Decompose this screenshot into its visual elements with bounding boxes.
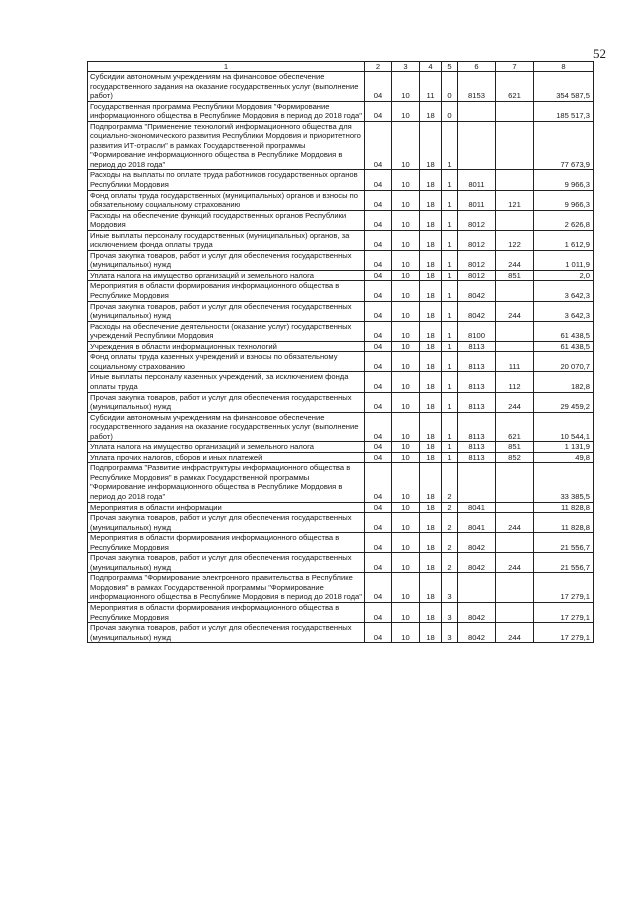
amount-cell: 17 279,1 bbox=[534, 573, 594, 603]
amount-cell: 17 279,1 bbox=[534, 623, 594, 643]
target-code-cell: 8042 bbox=[458, 623, 496, 643]
table-row bbox=[88, 341, 594, 352]
row-name-cell: Иные выплаты персоналу государственных (муниципальных) органов, за исключением фонда оплаты труда bbox=[88, 230, 365, 250]
program-code-cell: 18 bbox=[420, 372, 442, 392]
program-code-cell: 18 bbox=[420, 502, 442, 513]
expense-type-cell: 852 bbox=[496, 452, 534, 463]
table-row bbox=[88, 321, 594, 341]
expense-type-cell bbox=[496, 121, 534, 170]
subsection-code-cell: 10 bbox=[392, 250, 420, 270]
subsection-code-cell: 10 bbox=[392, 121, 420, 170]
subsection-code-cell: 10 bbox=[392, 341, 420, 352]
table-row bbox=[88, 101, 594, 121]
table-row bbox=[88, 270, 594, 281]
table-row bbox=[88, 72, 594, 102]
section-code-cell: 04 bbox=[365, 190, 392, 210]
target-code-cell: 8113 bbox=[458, 392, 496, 412]
section-code-cell: 04 bbox=[365, 301, 392, 321]
program-code-cell: 18 bbox=[420, 623, 442, 643]
program-code-cell: 18 bbox=[420, 281, 442, 301]
program-code-cell: 18 bbox=[420, 250, 442, 270]
subprogram-code-cell: 1 bbox=[442, 452, 458, 463]
expense-type-cell: 244 bbox=[496, 392, 534, 412]
program-code-cell: 18 bbox=[420, 392, 442, 412]
subsection-code-cell: 10 bbox=[392, 170, 420, 190]
subprogram-code-cell: 3 bbox=[442, 623, 458, 643]
subprogram-code-cell: 1 bbox=[442, 190, 458, 210]
subprogram-code-cell: 3 bbox=[442, 573, 458, 603]
subprogram-code-cell: 1 bbox=[442, 352, 458, 372]
target-code-cell: 8042 bbox=[458, 281, 496, 301]
amount-cell: 1 612,9 bbox=[534, 230, 594, 250]
program-code-cell: 18 bbox=[420, 121, 442, 170]
subsection-code-cell: 10 bbox=[392, 301, 420, 321]
amount-cell: 3 642,3 bbox=[534, 301, 594, 321]
row-name-cell: Уплата прочих налогов, сборов и иных платежей bbox=[88, 452, 365, 463]
expense-type-cell: 244 bbox=[496, 513, 534, 533]
table-row bbox=[88, 301, 594, 321]
table-row bbox=[88, 170, 594, 190]
section-code-cell: 04 bbox=[365, 352, 392, 372]
expense-type-cell: 621 bbox=[496, 412, 534, 442]
target-code-cell bbox=[458, 101, 496, 121]
program-code-cell: 18 bbox=[420, 352, 442, 372]
amount-cell: 21 556,7 bbox=[534, 553, 594, 573]
row-name-cell: Прочая закупка товаров, работ и услуг для обеспечения государственных (муниципальных) нужд bbox=[88, 553, 365, 573]
amount-cell: 29 459,2 bbox=[534, 392, 594, 412]
subprogram-code-cell: 2 bbox=[442, 533, 458, 553]
program-code-cell: 18 bbox=[420, 463, 442, 502]
subsection-code-cell: 10 bbox=[392, 210, 420, 230]
target-code-cell: 8113 bbox=[458, 352, 496, 372]
target-code-cell: 8113 bbox=[458, 412, 496, 442]
amount-cell: 49,8 bbox=[534, 452, 594, 463]
table-row bbox=[88, 502, 594, 513]
subprogram-code-cell: 2 bbox=[442, 513, 458, 533]
expense-type-cell bbox=[496, 533, 534, 553]
expense-type-cell bbox=[496, 502, 534, 513]
section-code-cell: 04 bbox=[365, 210, 392, 230]
row-name-cell: Субсидии автономным учреждениям на финансовое обеспечение государственного задания на оказание государственных услуг (выполнение работ) bbox=[88, 72, 365, 102]
section-code-cell: 04 bbox=[365, 442, 392, 453]
row-name-cell: Расходы на обеспечение деятельности (оказание услуг) государственных учреждений Республики Мордовия bbox=[88, 321, 365, 341]
subprogram-code-cell: 1 bbox=[442, 372, 458, 392]
row-name-cell: Подпрограмма "Формирование электронного правительства в Республике Мордовия" в рамках Государственной программы "Формирование информационного общества в Республике Мордовия в период до 2018 года" bbox=[88, 573, 365, 603]
amount-cell: 9 966,3 bbox=[534, 190, 594, 210]
section-code-cell: 04 bbox=[365, 230, 392, 250]
subprogram-code-cell: 1 bbox=[442, 392, 458, 412]
target-code-cell: 8012 bbox=[458, 270, 496, 281]
column-header: 7 bbox=[496, 62, 534, 72]
program-code-cell: 18 bbox=[420, 301, 442, 321]
subsection-code-cell: 10 bbox=[392, 602, 420, 622]
section-code-cell: 04 bbox=[365, 452, 392, 463]
section-code-cell: 04 bbox=[365, 372, 392, 392]
table-row bbox=[88, 533, 594, 553]
amount-cell: 1 131,9 bbox=[534, 442, 594, 453]
subprogram-code-cell: 1 bbox=[442, 281, 458, 301]
target-code-cell: 8041 bbox=[458, 513, 496, 533]
row-name-cell: Прочая закупка товаров, работ и услуг для обеспечения государственных (муниципальных) нужд bbox=[88, 513, 365, 533]
program-code-cell: 18 bbox=[420, 341, 442, 352]
subsection-code-cell: 10 bbox=[392, 553, 420, 573]
amount-cell: 1 011,9 bbox=[534, 250, 594, 270]
subprogram-code-cell: 1 bbox=[442, 442, 458, 453]
section-code-cell: 04 bbox=[365, 121, 392, 170]
row-name-cell: Уплата налога на имущество организаций и земельного налога bbox=[88, 442, 365, 453]
subsection-code-cell: 10 bbox=[392, 101, 420, 121]
subsection-code-cell: 10 bbox=[392, 533, 420, 553]
table-row bbox=[88, 602, 594, 622]
row-name-cell: Уплата налога на имущество организаций и земельного налога bbox=[88, 270, 365, 281]
program-code-cell: 18 bbox=[420, 442, 442, 453]
expense-type-cell: 244 bbox=[496, 250, 534, 270]
section-code-cell: 04 bbox=[365, 463, 392, 502]
row-name-cell: Мероприятия в области информации bbox=[88, 502, 365, 513]
subprogram-code-cell: 1 bbox=[442, 301, 458, 321]
target-code-cell: 8042 bbox=[458, 301, 496, 321]
subsection-code-cell: 10 bbox=[392, 452, 420, 463]
section-code-cell: 04 bbox=[365, 321, 392, 341]
program-code-cell: 18 bbox=[420, 452, 442, 463]
section-code-cell: 04 bbox=[365, 573, 392, 603]
target-code-cell: 8011 bbox=[458, 190, 496, 210]
row-name-cell: Прочая закупка товаров, работ и услуг для обеспечения государственных (муниципальных) нужд bbox=[88, 623, 365, 643]
row-name-cell: Прочая закупка товаров, работ и услуг для обеспечения государственных (муниципальных) нужд bbox=[88, 301, 365, 321]
target-code-cell bbox=[458, 573, 496, 603]
amount-cell: 10 544,1 bbox=[534, 412, 594, 442]
column-header: 1 bbox=[88, 62, 365, 72]
table-row bbox=[88, 230, 594, 250]
section-code-cell: 04 bbox=[365, 72, 392, 102]
subsection-code-cell: 10 bbox=[392, 392, 420, 412]
row-name-cell: Расходы на выплаты по оплате труда работников государственных органов Республики Мордовия bbox=[88, 170, 365, 190]
row-name-cell: Подпрограмма "Применение технологий информационного общества для социально-экономического развития Республики Мордовия и приоритетного развития ИТ-отрасли" в рамках Государственной программы "Формирование информационного общества в Республике Мордовия в период до 2018 года" bbox=[88, 121, 365, 170]
row-name-cell: Учреждения в области информационных технологий bbox=[88, 341, 365, 352]
amount-cell: 61 438,5 bbox=[534, 341, 594, 352]
expense-type-cell bbox=[496, 101, 534, 121]
section-code-cell: 04 bbox=[365, 623, 392, 643]
subsection-code-cell: 10 bbox=[392, 270, 420, 281]
table-row bbox=[88, 553, 594, 573]
row-name-cell: Прочая закупка товаров, работ и услуг для обеспечения государственных (муниципальных) нужд bbox=[88, 250, 365, 270]
expense-type-cell: 121 bbox=[496, 190, 534, 210]
section-code-cell: 04 bbox=[365, 281, 392, 301]
amount-cell: 2 626,8 bbox=[534, 210, 594, 230]
row-name-cell: Мероприятия в области формирования информационного общества в Республике Мордовия bbox=[88, 602, 365, 622]
table-row bbox=[88, 352, 594, 372]
subprogram-code-cell: 2 bbox=[442, 502, 458, 513]
expense-type-cell bbox=[496, 573, 534, 603]
expense-type-cell bbox=[496, 210, 534, 230]
subprogram-code-cell: 1 bbox=[442, 210, 458, 230]
row-name-cell: Иные выплаты персоналу казенных учреждений, за исключением фонда оплаты труда bbox=[88, 372, 365, 392]
row-name-cell: Мероприятия в области формирования информационного общества в Республике Мордовия bbox=[88, 281, 365, 301]
subprogram-code-cell: 2 bbox=[442, 553, 458, 573]
table-row bbox=[88, 392, 594, 412]
column-header: 6 bbox=[458, 62, 496, 72]
row-name-cell: Субсидии автономным учреждениям на финансовое обеспечение государственного задания на оказание государственных услуг (выполнение работ) bbox=[88, 412, 365, 442]
table-row bbox=[88, 452, 594, 463]
section-code-cell: 04 bbox=[365, 533, 392, 553]
subsection-code-cell: 10 bbox=[392, 72, 420, 102]
table-row bbox=[88, 513, 594, 533]
target-code-cell: 8042 bbox=[458, 602, 496, 622]
target-code-cell: 8042 bbox=[458, 533, 496, 553]
row-name-cell: Мероприятия в области формирования информационного общества в Республике Мордовия bbox=[88, 533, 365, 553]
row-name-cell: Государственная программа Республики Мордовия "Формирование информационного общества в Республике Мордовия в период до 2018 года" bbox=[88, 101, 365, 121]
expense-type-cell bbox=[496, 170, 534, 190]
subprogram-code-cell: 1 bbox=[442, 250, 458, 270]
amount-cell: 185 517,3 bbox=[534, 101, 594, 121]
target-code-cell: 8113 bbox=[458, 372, 496, 392]
row-name-cell: Фонд оплаты труда казенных учреждений и взносы по обязательному социальному страхованию bbox=[88, 352, 365, 372]
expense-type-cell bbox=[496, 602, 534, 622]
column-header: 3 bbox=[392, 62, 420, 72]
table-row bbox=[88, 442, 594, 453]
subsection-code-cell: 10 bbox=[392, 352, 420, 372]
amount-cell: 3 642,3 bbox=[534, 281, 594, 301]
target-code-cell bbox=[458, 121, 496, 170]
subprogram-code-cell: 1 bbox=[442, 270, 458, 281]
section-code-cell: 04 bbox=[365, 513, 392, 533]
table-row bbox=[88, 372, 594, 392]
amount-cell: 2,0 bbox=[534, 270, 594, 281]
column-header: 2 bbox=[365, 62, 392, 72]
target-code-cell: 8113 bbox=[458, 452, 496, 463]
subsection-code-cell: 10 bbox=[392, 623, 420, 643]
program-code-cell: 18 bbox=[420, 190, 442, 210]
subprogram-code-cell: 1 bbox=[442, 412, 458, 442]
column-header: 8 bbox=[534, 62, 594, 72]
amount-cell: 77 673,9 bbox=[534, 121, 594, 170]
subsection-code-cell: 10 bbox=[392, 321, 420, 341]
amount-cell: 11 828,8 bbox=[534, 513, 594, 533]
page-number: 52 bbox=[593, 46, 606, 61]
amount-cell: 11 828,8 bbox=[534, 502, 594, 513]
program-code-cell: 18 bbox=[420, 170, 442, 190]
subprogram-code-cell: 0 bbox=[442, 72, 458, 102]
column-header: 5 bbox=[442, 62, 458, 72]
expense-type-cell bbox=[496, 341, 534, 352]
expense-type-cell bbox=[496, 321, 534, 341]
program-code-cell: 18 bbox=[420, 321, 442, 341]
program-code-cell: 18 bbox=[420, 101, 442, 121]
target-code-cell: 8041 bbox=[458, 502, 496, 513]
table-row bbox=[88, 623, 594, 643]
amount-cell: 9 966,3 bbox=[534, 170, 594, 190]
subsection-code-cell: 10 bbox=[392, 502, 420, 513]
header-row bbox=[88, 62, 594, 72]
subprogram-code-cell: 1 bbox=[442, 121, 458, 170]
expense-type-cell: 111 bbox=[496, 352, 534, 372]
program-code-cell: 18 bbox=[420, 230, 442, 250]
program-code-cell: 18 bbox=[420, 412, 442, 442]
target-code-cell bbox=[458, 463, 496, 502]
row-name-cell: Подпрограмма "Развитие инфраструктуры информационного общества в Республике Мордовия" в рамках Государственной программы "Формирование информационного общества в Республике Мордовия в период до 2018 года" bbox=[88, 463, 365, 502]
expense-type-cell: 244 bbox=[496, 301, 534, 321]
budget-table bbox=[87, 61, 594, 643]
expense-type-cell: 244 bbox=[496, 623, 534, 643]
subsection-code-cell: 10 bbox=[392, 513, 420, 533]
amount-cell: 61 438,5 bbox=[534, 321, 594, 341]
program-code-cell: 11 bbox=[420, 72, 442, 102]
section-code-cell: 04 bbox=[365, 250, 392, 270]
table-row bbox=[88, 190, 594, 210]
table-row bbox=[88, 281, 594, 301]
subsection-code-cell: 10 bbox=[392, 463, 420, 502]
subsection-code-cell: 10 bbox=[392, 190, 420, 210]
table-row bbox=[88, 412, 594, 442]
subsection-code-cell: 10 bbox=[392, 442, 420, 453]
target-code-cell: 8100 bbox=[458, 321, 496, 341]
section-code-cell: 04 bbox=[365, 392, 392, 412]
target-code-cell: 8113 bbox=[458, 341, 496, 352]
table-body bbox=[88, 72, 594, 643]
program-code-cell: 18 bbox=[420, 573, 442, 603]
table-row bbox=[88, 210, 594, 230]
subprogram-code-cell: 1 bbox=[442, 321, 458, 341]
expense-type-cell: 112 bbox=[496, 372, 534, 392]
section-code-cell: 04 bbox=[365, 553, 392, 573]
program-code-cell: 18 bbox=[420, 270, 442, 281]
target-code-cell: 8011 bbox=[458, 170, 496, 190]
expense-type-cell: 851 bbox=[496, 442, 534, 453]
amount-cell: 354 587,5 bbox=[534, 72, 594, 102]
expense-type-cell bbox=[496, 281, 534, 301]
column-header: 4 bbox=[420, 62, 442, 72]
program-code-cell: 18 bbox=[420, 602, 442, 622]
subsection-code-cell: 10 bbox=[392, 372, 420, 392]
subsection-code-cell: 10 bbox=[392, 412, 420, 442]
table-row bbox=[88, 250, 594, 270]
amount-cell: 182,8 bbox=[534, 372, 594, 392]
expense-type-cell: 621 bbox=[496, 72, 534, 102]
program-code-cell: 18 bbox=[420, 553, 442, 573]
amount-cell: 17 279,1 bbox=[534, 602, 594, 622]
amount-cell: 33 385,5 bbox=[534, 463, 594, 502]
expense-type-cell: 122 bbox=[496, 230, 534, 250]
amount-cell: 20 070,7 bbox=[534, 352, 594, 372]
target-code-cell: 8153 bbox=[458, 72, 496, 102]
expense-type-cell: 851 bbox=[496, 270, 534, 281]
section-code-cell: 04 bbox=[365, 270, 392, 281]
expense-type-cell: 244 bbox=[496, 553, 534, 573]
subprogram-code-cell: 1 bbox=[442, 230, 458, 250]
program-code-cell: 18 bbox=[420, 533, 442, 553]
target-code-cell: 8012 bbox=[458, 250, 496, 270]
program-code-cell: 18 bbox=[420, 210, 442, 230]
table-row bbox=[88, 121, 594, 170]
section-code-cell: 04 bbox=[365, 101, 392, 121]
program-code-cell: 18 bbox=[420, 513, 442, 533]
subprogram-code-cell: 1 bbox=[442, 341, 458, 352]
amount-cell: 21 556,7 bbox=[534, 533, 594, 553]
section-code-cell: 04 bbox=[365, 502, 392, 513]
target-code-cell: 8012 bbox=[458, 230, 496, 250]
subprogram-code-cell: 2 bbox=[442, 463, 458, 502]
table-row bbox=[88, 463, 594, 502]
subprogram-code-cell: 3 bbox=[442, 602, 458, 622]
target-code-cell: 8042 bbox=[458, 553, 496, 573]
target-code-cell: 8113 bbox=[458, 442, 496, 453]
row-name-cell: Расходы на обеспечение функций государственных органов Республики Мордовия bbox=[88, 210, 365, 230]
subsection-code-cell: 10 bbox=[392, 281, 420, 301]
row-name-cell: Фонд оплаты труда государственных (муниципальных) органов и взносы по обязательному социальному страхованию bbox=[88, 190, 365, 210]
section-code-cell: 04 bbox=[365, 341, 392, 352]
row-name-cell: Прочая закупка товаров, работ и услуг для обеспечения государственных (муниципальных) нужд bbox=[88, 392, 365, 412]
table-row bbox=[88, 573, 594, 603]
section-code-cell: 04 bbox=[365, 170, 392, 190]
subprogram-code-cell: 0 bbox=[442, 101, 458, 121]
section-code-cell: 04 bbox=[365, 412, 392, 442]
subprogram-code-cell: 1 bbox=[442, 170, 458, 190]
target-code-cell: 8012 bbox=[458, 210, 496, 230]
subsection-code-cell: 10 bbox=[392, 230, 420, 250]
section-code-cell: 04 bbox=[365, 602, 392, 622]
expense-type-cell bbox=[496, 463, 534, 502]
subsection-code-cell: 10 bbox=[392, 573, 420, 603]
